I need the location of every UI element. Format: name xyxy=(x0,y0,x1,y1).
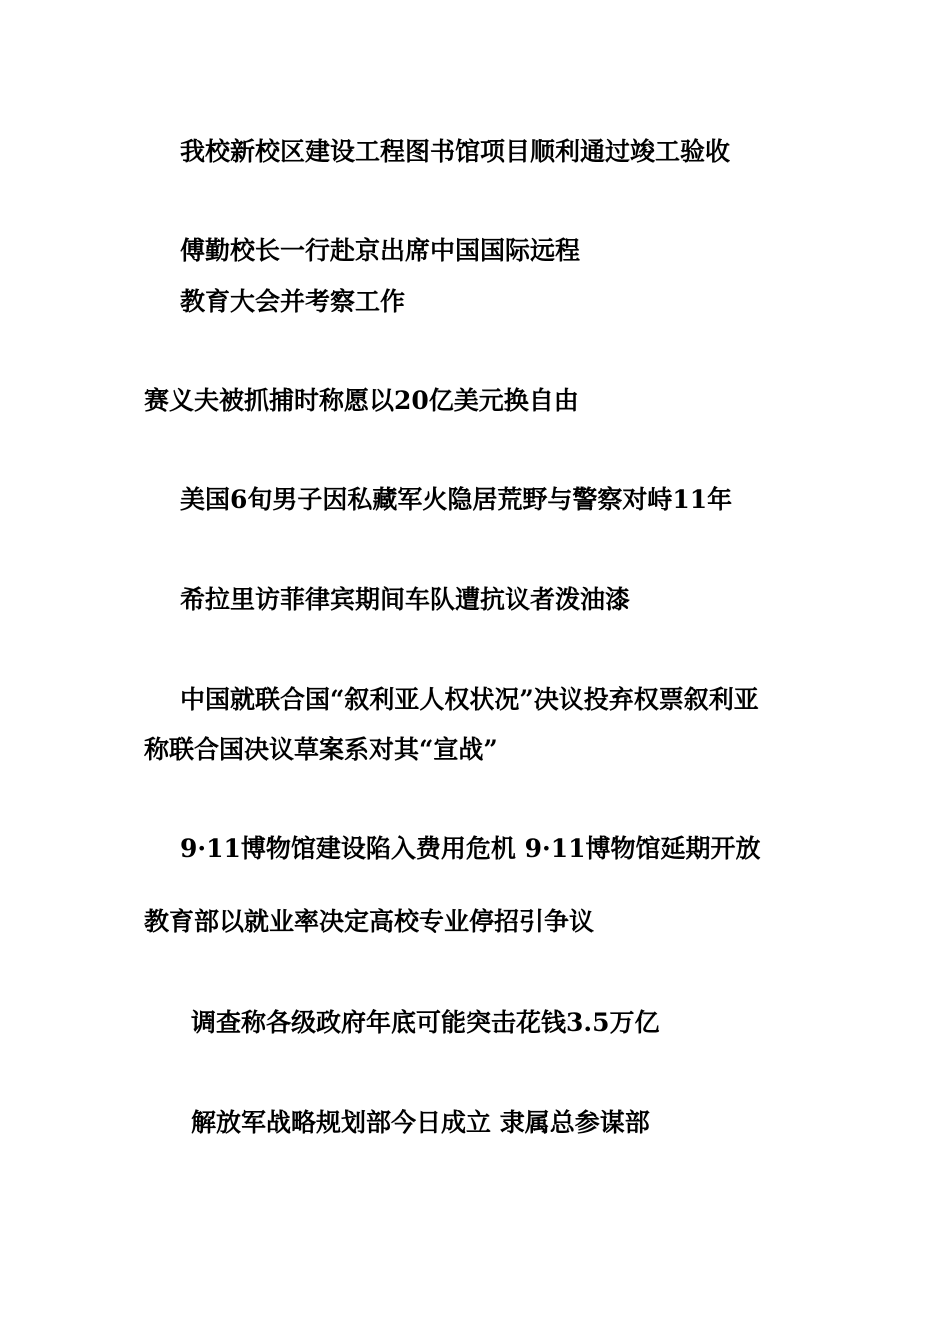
headline-2-line-1: 傅勤校长一行赴京出席中国国际远程 xyxy=(180,236,581,265)
headline-6-line-1: 中国就联合国“叙利亚人权状况”决议投弃权票叙利亚 xyxy=(180,685,759,714)
headline-9: 调查称各级政府年底可能突击花钱3.5万亿 xyxy=(191,1008,660,1037)
headline-5: 希拉里访菲律宾期间车队遭抗议者泼油漆 xyxy=(180,585,631,614)
headline-6-line-2: 称联合国决议草案系对其“宣战” xyxy=(144,735,498,764)
headline-1: 我校新校区建设工程图书馆项目顺利通过竣工验收 xyxy=(180,137,731,166)
headline-8: 教育部以就业率决定高校专业停招引争议 xyxy=(144,907,595,936)
headline-2-line-2: 教育大会并考察工作 xyxy=(180,287,406,316)
headline-7: 9·11博物馆建设陷入费用危机 9·11博物馆延期开放 xyxy=(180,834,761,863)
headline-10: 解放军战略规划部今日成立 隶属总参谋部 xyxy=(191,1108,650,1137)
headline-3: 赛义夫被抓捕时称愿以20亿美元换自由 xyxy=(144,386,579,415)
headline-4: 美国6旬男子因私藏军火隐居荒野与警察对峙11年 xyxy=(180,485,733,514)
